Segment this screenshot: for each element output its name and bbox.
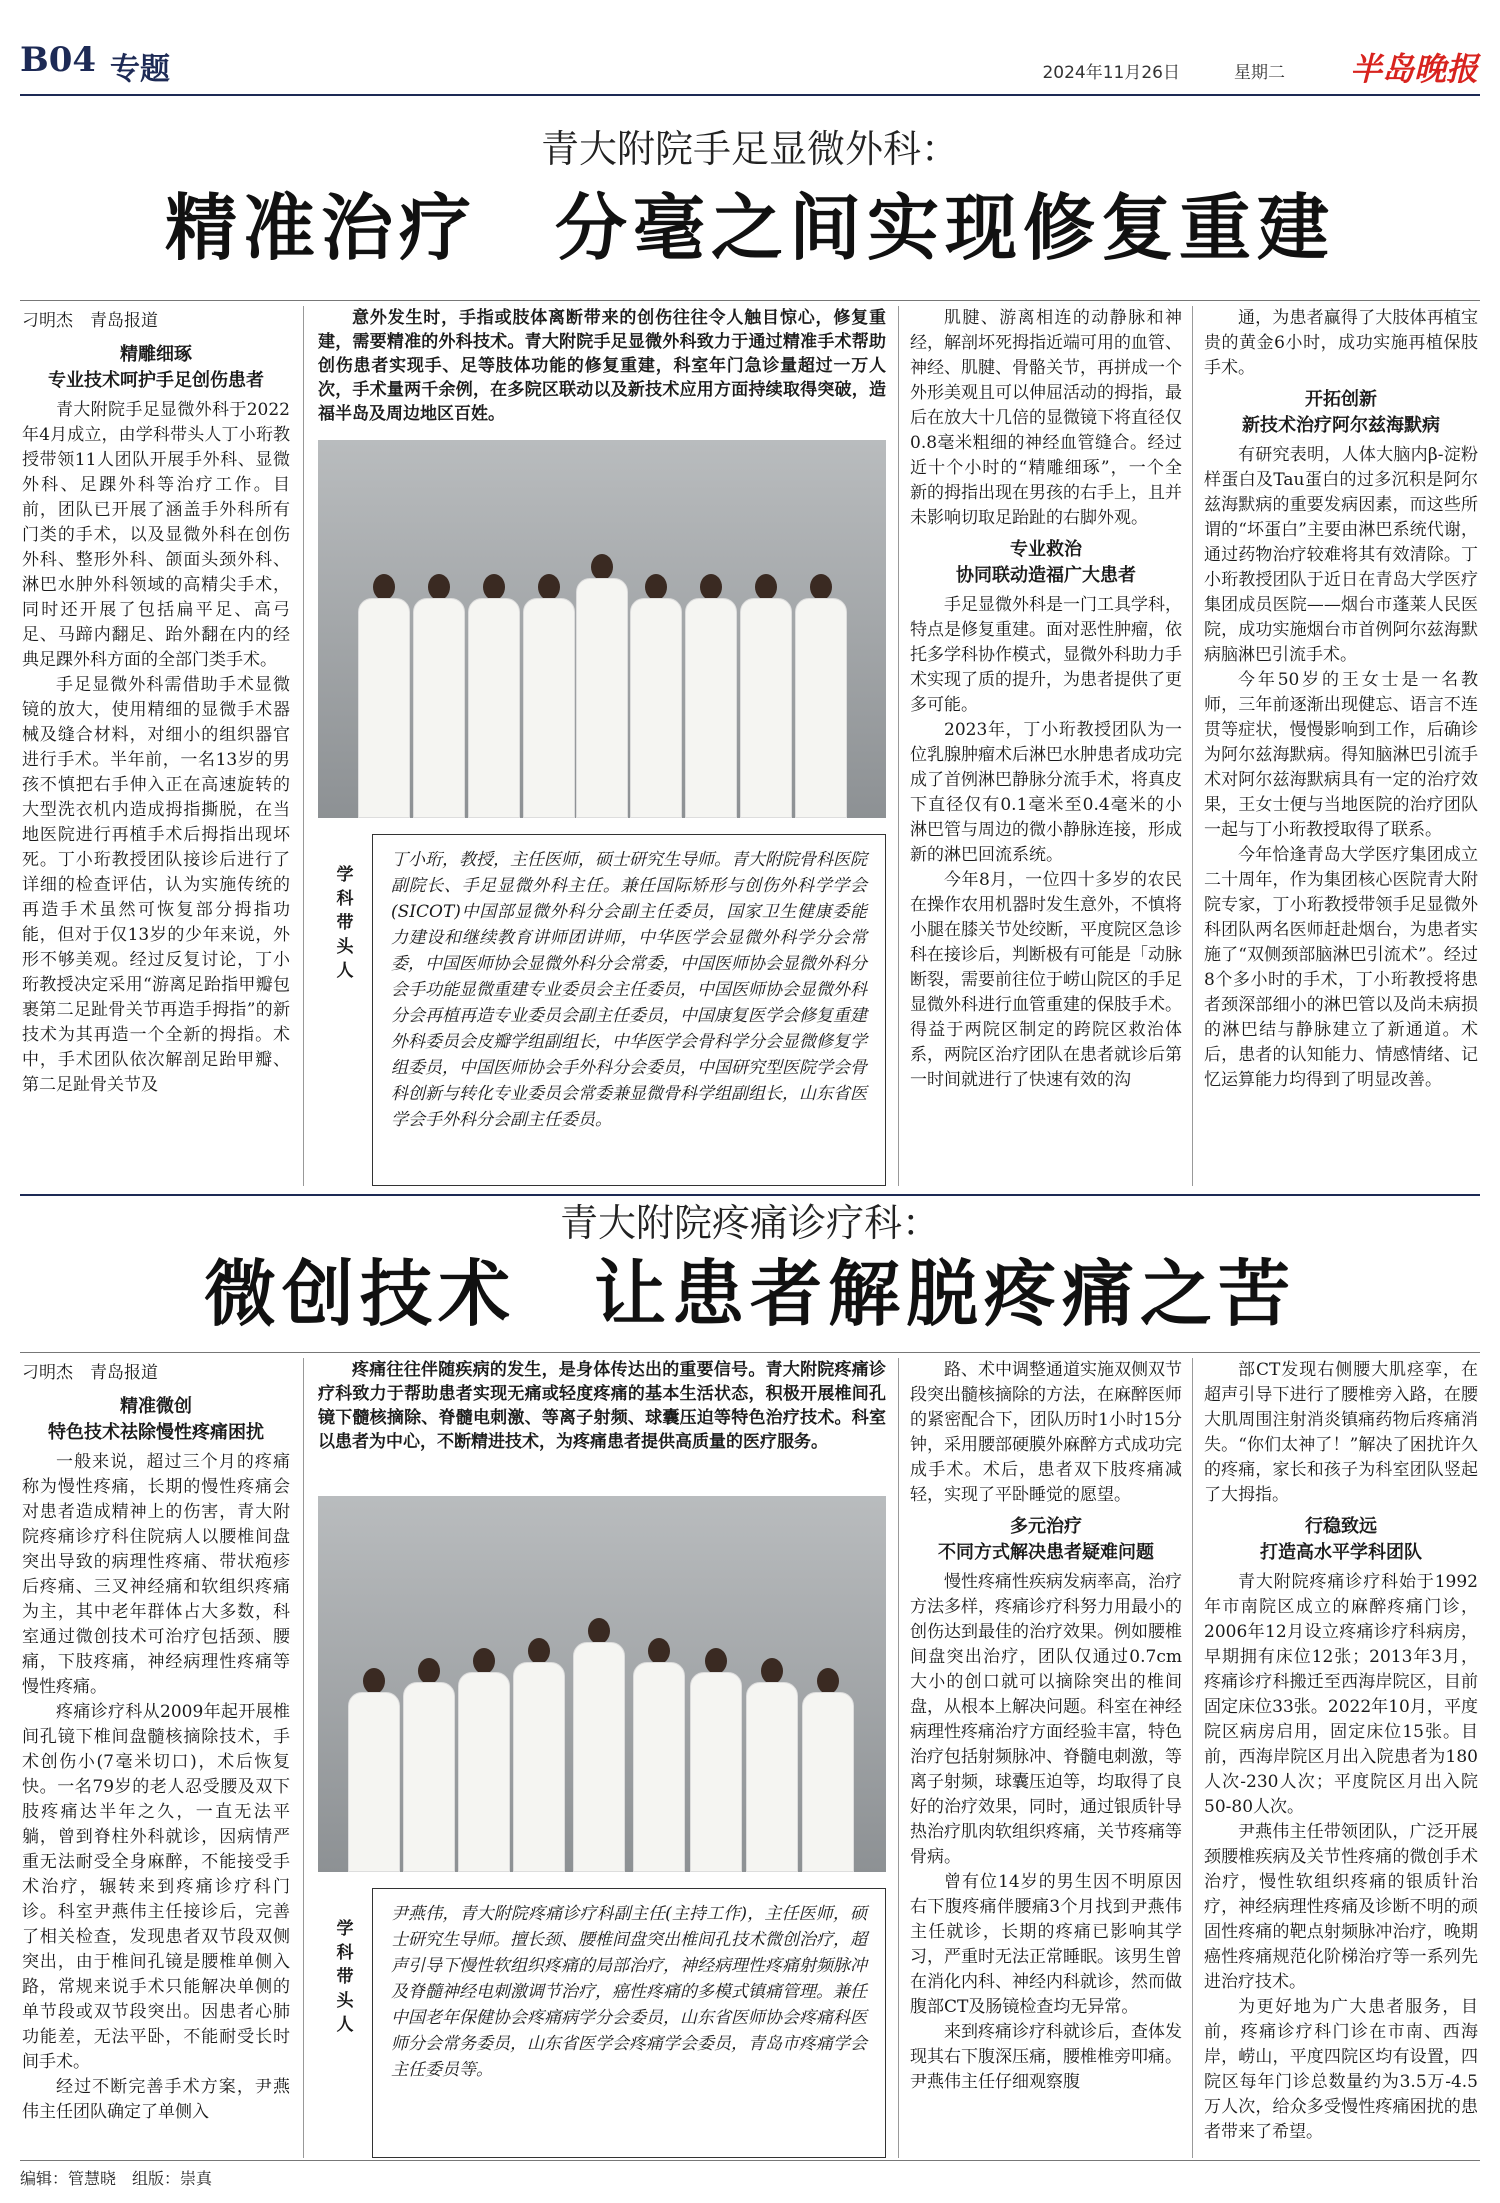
article2-leader-bio: [336, 1888, 886, 2158]
article2-paragraph: 来到疼痛诊疗科就诊后，查体发现其右下腹深压痛，腰椎椎旁叩痛。尹燕伟主任仔细观察腹: [910, 2022, 1182, 2092]
team-photo-hand-foot: [318, 440, 886, 818]
article1-column-3: [910, 306, 1182, 1186]
article2-paragraph: 为更好地为广大患者服务，目前，疼痛诊疗科门诊在市南、西海岸，崂山，平度四院区均有设置，四院区每年门诊总数量约为3.5万-4.5万人次，给众多受慢性疼痛困扰的患者带来了希望。: [1204, 1997, 1478, 2142]
article1-paragraph: 有研究表明，人体大脑内β-淀粉样蛋白及Tau蛋白的过多沉积是阿尔兹海默病的重要发病因素，而这些所谓的“坏蛋白”主要由淋巴系统代谢，通过药物治疗较难将其有效清除。丁小珩教授团队于近日在青岛大学医疗集团成员医院——烟台市蓬莱人民医院，成功实施烟台市首例阿尔兹海默病脑淋巴引流手术。: [1204, 445, 1478, 665]
article1-paragraph: 今年8月，一位四十多岁的农民在操作农用机器时发生意外，不慎将小腿在膝关节处绞断，平度院区急诊科在接诊后，判断极有可能是「动脉断裂，需要前往位于崂山院区的手足显微外科进行血管重建的保肢手术。得益于两院区制定的跨院区救治体系，两院区治疗团队在患者就诊后第一时间就进行了快速有效的沟: [910, 870, 1182, 1090]
article1-rule: [20, 300, 1480, 301]
article1-column-4: [1204, 306, 1478, 1186]
article1-subhead-2: 专业救治 协同联动造福广大患者: [956, 539, 1136, 586]
article2-column-3: [910, 1358, 1182, 2158]
article2-paragraph: 青大附院疼痛诊疗科始于1992年市南院区成立的麻醉疼痛门诊，2006年12月设立疼痛诊疗科病房，早期拥有床位12张；2013年3月，疼痛诊疗科搬迁至西海岸院区，目前固定床位33张。2022年10月，平度院区病房启用，固定床位15张。目前，西海岸院区月出入院患者为180人次-230人次；平度院区月出入院50-80人次。: [1204, 1572, 1478, 1817]
article2-paragraph: 疼痛诊疗科从2009年起开展椎间孔镜下椎间盘髓核摘除技术，手术创伤小(7毫米切口)，术后恢复快。一名79岁的老人忍受腰及双下肢疼痛达半年之久，一直无法平躺，曾到脊柱外科就诊，因病情严重无法耐受全身麻醉，不能接受手术治疗，辗转来到疼痛诊疗科门诊。科室尹燕伟主任接诊后，完善了相关检查，发现患者双节段双侧突出，由于椎间孔镜是腰椎单侧入路，常规来说手术只能解决单侧的单节段或双节段突出。因患者心肺功能差，无法平卧，不能耐受长时间手术。: [22, 1702, 290, 2072]
article2-subhead-1: 精准微创 特色技术祛除慢性疼痛困扰: [48, 1396, 264, 1443]
article2-kicker: 青大附院疼痛诊疗科：: [559, 1201, 940, 1245]
column-divider: [1192, 306, 1193, 1186]
article1-subhead-1: 精雕细琢 专业技术呵护手足创伤患者: [48, 344, 264, 391]
article2-paragraph: 部CT发现右侧腰大肌痉挛，在超声引导下进行了腰椎旁入路，在腰大肌周围注射消炎镇痛药物后疼痛消失。“你们太神了！”解决了困扰许久的疼痛，家长和孩子为科室团队竖起了大拇指。: [1204, 1360, 1478, 1505]
newspaper-logo: 半岛晚报: [1349, 50, 1478, 88]
article1-paragraph: 通，为患者赢得了大肢体再植宝贵的黄金6小时，成功实施再植保肢手术。: [1204, 308, 1478, 378]
team-photo-pain-clinic: [318, 1496, 886, 1872]
section-title: 专题: [110, 52, 170, 87]
article1-lead-text: 意外发生时，手指或肢体离断带来的创伤往往令人触目惊心，修复重建，需要精准的外科技术。青大附院手足显微外科致力于通过精准手术帮助创伤患者实现手、足等肢体功能的修复重建，科室年门急诊量超过一万人次，手术量两千余例，在多院区联动以及新技术应用方面持续取得突破，造福半岛及周边地区百姓。: [318, 308, 886, 424]
article2-headline: 微创技术 让患者解脱疼痛之苦: [203, 1251, 1296, 1336]
leader-tag: 学科带头人: [336, 1919, 354, 2035]
article1-paragraph: 手足显微外科需借助手术显微镜的放大，使用精细的显微手术器械及缝合材料，对细小的组织器官进行手术。半年前，一名13岁的男孩不慎把右手伸入正在高速旋转的大型洗衣机内造成拇指撕脱，在当地医院进行再植手术后拇指出现坏死。丁小珩教授团队接诊后进行了详细的检查评估，认为实施传统的再造手术虽然可恢复部分拇指功能，但对于仅13岁的少年来说，外形不够美观。经过反复讨论，丁小珩教授决定采用“游离足跆指甲瓣包裹第二足趾骨关节再造手拇指”的新技术为其再造一个全新的拇指。术中，手术团队依次解剖足跆甲瓣、第二足趾骨关节及: [22, 675, 290, 1095]
column-divider: [898, 306, 899, 1186]
column-divider: [1192, 1358, 1193, 2158]
article1-paragraph: 今年50岁的王女士是一名教师，三年前逐渐出现健忘、语言不连贯等症状，慢慢影响到工作，后确诊为阿尔兹海默病。得知脑淋巴引流手术对阿尔兹海默病具有一定的治疗效果，王女士便与当地医院的治疗团队一起与丁小珩教授取得了联系。: [1204, 670, 1478, 840]
article2-subhead-2: 多元治疗 不同方式解决患者疑难问题: [938, 1516, 1154, 1563]
article2-paragraph: 一般来说，超过三个月的疼痛称为慢性疼痛，长期的慢性疼痛会对患者造成精神上的伤害，青大附院疼痛诊疗科住院病人以腰椎间盘突出导致的病理性疼痛、带状疱疹后疼痛、三叉神经痛和软组织疼痛为主，其中老年群体占大多数，科室通过微创技术可治疗包括颈、腰痛，下肢疼痛，神经病理性疼痛等慢性疼痛。: [22, 1452, 290, 1697]
column-divider: [898, 1358, 899, 2158]
article2-column-4: [1204, 1358, 1478, 2158]
issue-date: 2024年11月26日: [1042, 63, 1180, 83]
header-rule: [20, 94, 1480, 96]
article1-headline: 精准治疗 分毫之间实现修复重建: [164, 185, 1335, 270]
article1-paragraph: 今年恰逢青岛大学医疗集团成立二十周年，作为集团核心医院青大附院专家，丁小珩教授带领手足显微外科团队两名医师赶赴烟台，为患者实施了“双侧颈部脑淋巴引流术”。经过8个多小时的手术，丁小珩教授将患者颈深部细小的淋巴管以及尚未病损的淋巴结与静脉建立了新通道。术后，患者的认知能力、情感情绪、记忆运算能力均得到了明显改善。: [1204, 845, 1478, 1090]
article2-column-1: [22, 1388, 290, 2158]
page-header: [20, 40, 1480, 92]
article2-byline: 刁明杰 青岛报道: [22, 1363, 158, 1383]
article1-leader-bio: [336, 834, 886, 1186]
article2-paragraph: 尹燕伟主任带领团队，广泛开展颈腰椎疾病及关节性疼痛的微创手术治疗，慢性软组织疼痛的银质针治疗，神经病理性疼痛及诊断不明的顽固性疼痛的靶点射频脉冲治疗，晚期癌性疼痛规范化阶梯治疗等一系列先进治疗技术。: [1204, 1822, 1478, 1992]
leader-bio-text: 尹燕伟，青大附院疼痛诊疗科副主任(主持工作)，主任医师，硕士研究生导师。擅长颈、腰椎间盘突出椎间孔技术微创治疗，超声引导下慢性软组织疼痛的局部治疗，神经病理性疼痛射频脉冲及脊髓神经电刺激调节治疗，癌性疼痛的多模式镇痛管理。兼任中国老年保健协会疼痛病学分会委员，山东省医师协会疼痛科医师分会常务委员，山东省医学会疼痛学会委员，青岛市疼痛学会主任委员等。: [391, 1904, 867, 2080]
article1-paragraph: 手足显微外科是一门工具学科，特点是修复重建。面对恶性肿瘤，依托多学科协作模式，显微外科助力手术实现了质的提升，为患者提供了更多可能。: [910, 595, 1182, 715]
issue-weekday: 星期二: [1234, 63, 1285, 83]
article2-lead-text: 疼痛往往伴随疾病的发生，是身体传达出的重要信号。青大附院疼痛诊疗科致力于帮助患者实现无痛或轻度疼痛的基本生活状态，积极开展椎间孔镜下髓核摘除、脊髓电刺激、等离子射频、球囊压迫等特色治疗技术。科室以患者为中心，不断精进技术，为疼痛患者提供高质量的医疗服务。: [318, 1360, 886, 1452]
article1-column-1: [22, 336, 290, 1186]
column-divider: [303, 1358, 304, 2158]
article1-kicker: 青大附院手足显微外科：: [540, 127, 959, 171]
page-number: B04: [20, 40, 97, 80]
article2-subhead-3: 行稳致远 打造高水平学科团队: [1260, 1516, 1422, 1563]
article1-paragraph: 2023年，丁小珩教授团队为一位乳腺肿瘤术后淋巴水肿患者成功完成了首例淋巴静脉分流手术，将真皮下直径仅有0.1毫米至0.4毫米的小淋巴管与周边的微小静脉连接，形成新的淋巴回流系统。: [910, 720, 1182, 865]
article2-paragraph: 慢性疼痛性疾病发病率高，治疗方法多样，疼痛诊疗科努力用最小的创伤达到最佳的治疗效果。例如腰椎间盘突出治疗，团队仅通过0.7cm大小的创口就可以摘除突出的椎间盘，从根本上解决问题。科室在神经病理性疼痛治疗方面经验丰富，特色治疗包括射频脉冲、脊髓电刺激，等离子射频，球囊压迫等，均取得了良好的治疗效果，同时，通过银质针导热治疗肌肉软组织疼痛，关节疼痛等骨病。: [910, 1572, 1182, 1867]
leader-tag: 学科带头人: [336, 865, 354, 981]
footer-rule: [20, 2160, 1480, 2161]
article1-paragraph: 肌腱、游离相连的动静脉和神经，解剖坏死拇指近端可用的血管、神经、肌腱、骨骼关节，再拼成一个外形美观且可以伸屈活动的拇指，最后在放大十几倍的显微镜下将直径仅0.8毫米粗细的神经血管缝合。经过近十个小时的“精雕细琢”，一个全新的拇指出现在男孩的右手上，且并未影响切取足跆趾的右脚外观。: [910, 308, 1182, 528]
article2-paragraph: 路、术中调整通道实施双侧双节段突出髓核摘除的方法，在麻醉医师的紧密配合下，团队历时1小时15分钟，采用腰部硬膜外麻醉方式成功完成手术。术后，患者双下肢疼痛减轻，实现了平卧睡觉的愿望。: [910, 1360, 1182, 1505]
article2-lead: [318, 1358, 886, 1478]
leader-bio-text: 丁小珩，教授，主任医师，硕士研究生导师。青大附院骨科医院副院长、手足显微外科主任。兼任国际矫形与创伤外科学学会(SICOT)中国部显微外科分会副主任委员，国家卫生健康委能力建设和继续教育讲师团讲师，中华医学会显微外科学分会常委，中国医师协会显微外科分会常委，中国医师协会显微外科分会手功能显微重建专业委员会主任委员，中国医师协会显微外科分会再植再造专业委员会副主任委员，中国康复医学会修复重建外科委员会皮瓣学组副组长，中华医学会骨科学分会显微修复学组委员，中国医师协会手外科分会委员，中国研究型医院学会骨科创新与转化专业委员会常委兼显微骨科学组副组长，山东省医学会手外科分会副主任委员。: [391, 850, 867, 1130]
article1-paragraph: 青大附院手足显微外科于2022年4月成立，由学科带头人丁小珩教授带领11人团队开展手外科、显微外科、足踝外科等治疗工作。目前，团队已开展了涵盖手外科所有门类的手术，以及显微外科在创伤外科、整形外科、颌面头颈外科、淋巴水肿外科领域的高精尖手术，同时还开展了包括扁平足、高弓足、马蹄内翻足、跆外翻在内的经典足踝外科方面的全部门类手术。: [22, 400, 290, 670]
column-divider: [303, 306, 304, 1186]
article1-subhead-3: 开拓创新 新技术治疗阿尔兹海默病: [1242, 389, 1440, 436]
editor-credits: 编辑：管慧晓 组版：崇真: [20, 2169, 213, 2188]
article2-rule: [20, 1352, 1480, 1353]
article2-paragraph: 经过不断完善手术方案，尹燕伟主任团队确定了单侧入: [22, 2077, 290, 2122]
article2-paragraph: 曾有位14岁的男生因不明原因右下腹疼痛伴腰痛3个月找到尹燕伟主任就诊，长期的疼痛已影响其学习，严重时无法正常睡眠。该男生曾在消化内科、神经内科就诊，然而做腹部CT及肠镜检查均无异常。: [910, 1872, 1182, 2017]
article1-lead: [318, 306, 886, 426]
article1-byline: 刁明杰 青岛报道: [22, 311, 158, 331]
